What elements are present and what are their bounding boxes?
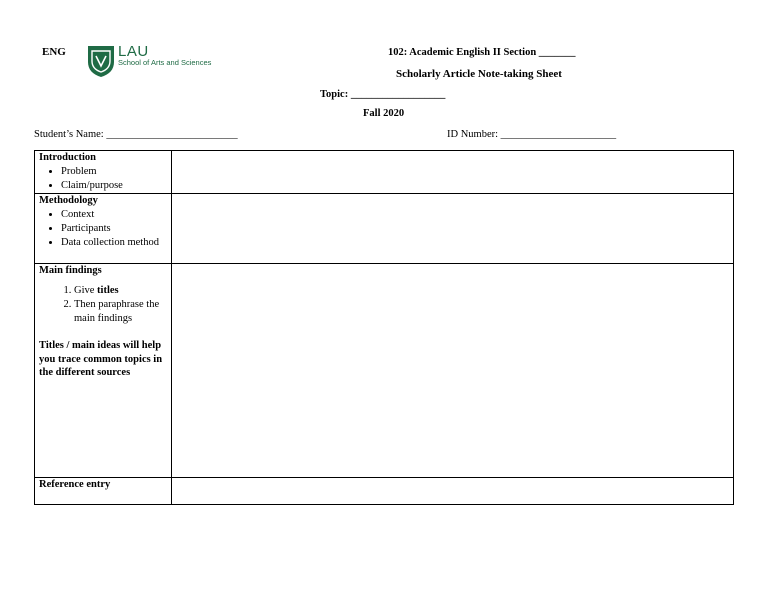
student-name-field: Student’s Name: _________________________ — [34, 129, 238, 140]
topic-field: Topic: __________________ — [320, 89, 446, 100]
row-main-findings — [35, 264, 734, 478]
row-methodology — [35, 194, 734, 264]
list-item: • Participants — [61, 222, 167, 236]
introduction-notes-cell[interactable] — [172, 151, 734, 194]
list-item: • Data collection method — [61, 236, 167, 250]
methodology-list — [39, 208, 167, 250]
lau-logo — [86, 44, 221, 78]
department-code: ENG — [42, 46, 66, 58]
introduction-list — [39, 165, 167, 193]
methodology-heading: Methodology — [39, 195, 98, 206]
note-taking-table — [34, 150, 734, 505]
findings-label-cell — [35, 264, 172, 478]
list-item: 2. Then paraphrase the main findings — [74, 298, 167, 326]
reference-heading: Reference entry — [39, 479, 111, 490]
sheet-title: Scholarly Article Note-taking Sheet — [396, 68, 562, 80]
list-item: • Context — [61, 208, 167, 222]
methodology-label-cell — [35, 194, 172, 264]
list-item: • Claim/purpose — [61, 179, 167, 193]
row-introduction — [35, 151, 734, 194]
reference-label-cell — [35, 478, 172, 505]
row-reference — [35, 478, 734, 505]
findings-steps — [39, 284, 167, 326]
reference-notes-cell[interactable] — [172, 478, 734, 505]
logo-wordmark: LAU — [118, 43, 149, 60]
logo-school-name: School of Arts and Sciences — [118, 58, 212, 67]
step-text: Give — [74, 285, 98, 296]
findings-notes-cell[interactable] — [172, 264, 734, 478]
findings-tip: Titles / main ideas will help you trace common topics in the different sources — [39, 340, 163, 378]
findings-heading: Main findings — [39, 265, 102, 276]
list-item: • Problem — [61, 165, 167, 179]
step-emphasis: titles — [97, 285, 119, 296]
course-title: 102: Academic English II Section _______ — [388, 47, 576, 58]
methodology-notes-cell[interactable] — [172, 194, 734, 264]
introduction-label-cell — [35, 151, 172, 194]
list-item — [74, 284, 167, 298]
introduction-heading: Introduction — [39, 152, 96, 163]
id-number-field: ID Number: ______________________ — [447, 129, 617, 140]
lau-shield-icon — [86, 44, 116, 78]
term-label: Fall 2020 — [363, 108, 405, 119]
